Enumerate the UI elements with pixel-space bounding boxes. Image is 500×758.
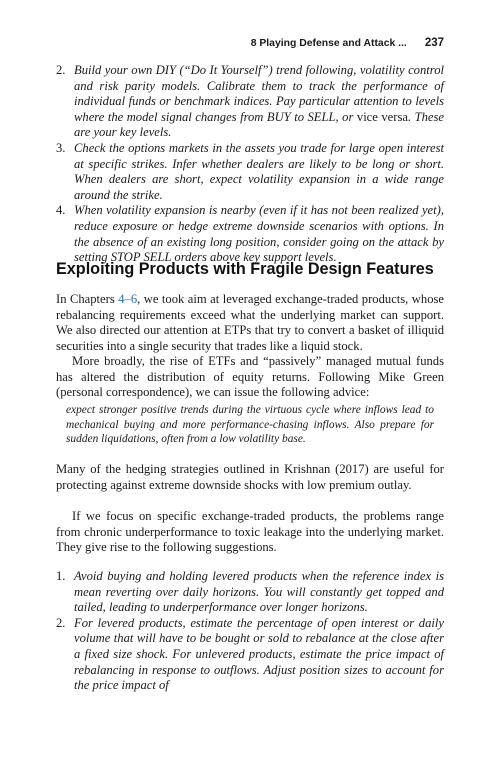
list-item xyxy=(56,203,444,265)
page-number: 237 xyxy=(424,37,444,49)
paragraph xyxy=(56,292,444,354)
list-text: When volatility expansion is nearby (even if it has not been realized yet), reduce exposure or hedge extreme downside scenarios with options. In the absence of an existing long position, consider going on the attack by setting STOP SELL orders above key support levels. xyxy=(74,203,444,265)
paragraph-text: , we took aim at leveraged exchange-traded products, whose rebalancing requirements exceed what the underlying market can support. We also directed our attention at ETPs that try to convert a basket of illiquid securities into a single security that trades like a liquid stock. xyxy=(56,292,444,353)
paragraph-text: In Chapters xyxy=(56,292,119,306)
list-item xyxy=(56,63,444,141)
list-number: 4. xyxy=(56,203,66,218)
numbered-list-top xyxy=(56,63,444,266)
chapter-link[interactable]: 4–6 xyxy=(118,292,138,306)
chapter-title: 8 Playing Defense and Attack ... xyxy=(250,38,407,49)
list-text-roman: vice versa xyxy=(356,109,408,124)
list-text: Check the options markets in the assets you trade for large open interest at specific strikes. Infer whether dealers are likely to be long or short. When dealers are short, expect volatility expansion in a wide range around the strike. xyxy=(74,140,444,202)
list-item xyxy=(56,616,444,694)
paragraph: Many of the hedging strategies outlined in Krishnan (2017) are useful for protecting against extreme downside shocks with low premium outlay. xyxy=(56,462,444,492)
list-text: For levered products, estimate the percentage of open interest or daily volume that will have to be bought or sold to rebalance at the close after a fixed size shock. For unlevered products, estimate the price impact of rebalancing in response to outflows. Adjust position sizes to account for the price impact of xyxy=(74,615,444,693)
running-header xyxy=(56,37,444,49)
list-text: Avoid buying and holding levered products when the reference index is mean reverting over daily horizons. You will constantly get topped and tailed, leading to underperformance over longer horizons. xyxy=(74,569,444,615)
list-number: 1. xyxy=(56,569,66,583)
list-item xyxy=(56,569,444,616)
paragraph: If we focus on specific exchange-traded products, the problems range from chronic underperformance to toxic leakage into the underlying market. They give rise to the following suggestions. xyxy=(56,509,444,555)
block-quote: expect stronger positive trends during the virtuous cycle where inflows lead to mechanical buying and more performance-chasing inflows. Also prepare for sudden liquidations, often from a low volatility base. xyxy=(66,404,434,446)
list-number: 3. xyxy=(56,140,66,155)
paragraph: More broadly, the rise of ETFs and “passively” managed mutual funds has altered the distribution of equity returns. Following Mike Green (personal correspondence), we can issue the following advice: xyxy=(56,354,444,400)
list-number: 2. xyxy=(56,615,66,630)
list-text: . These are your key levels. xyxy=(74,109,444,140)
list-text: Build your own DIY (“Do It Yourself”) trend following, volatility control and risk parity models. Calibrate them to track the performance of individual funds or benchmark indices. Pay particular attention to levels where the model signal changes from BUY to SELL, or xyxy=(74,63,444,124)
numbered-list-bottom xyxy=(56,569,444,694)
section-heading: Exploiting Products with Fragile Design Features xyxy=(56,260,434,278)
list-number: 2. xyxy=(56,63,66,77)
list-item xyxy=(56,141,444,203)
